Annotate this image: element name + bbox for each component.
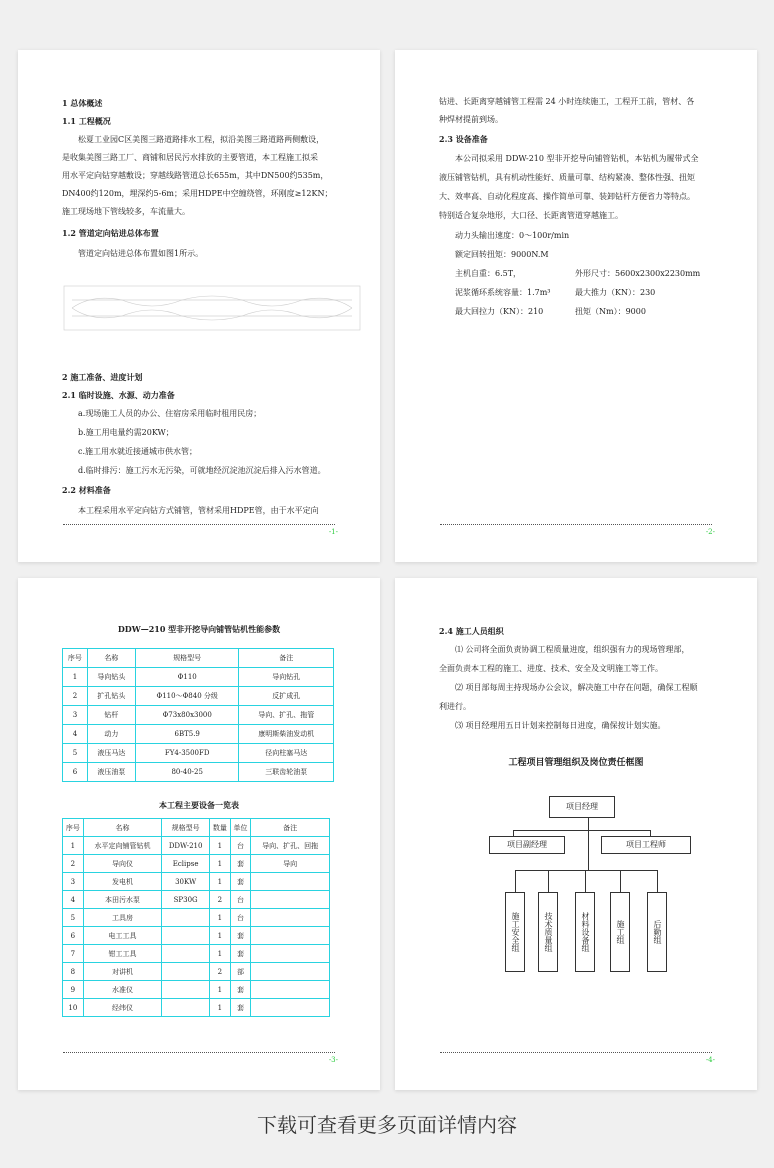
- table-cell: 1: [210, 981, 231, 999]
- section-heading: 1 总体概述: [62, 98, 103, 108]
- subsection-heading: 1.2 管道定向钻进总体布置: [62, 228, 159, 238]
- paragraph-line: 液压铺管钻机，具有机动性能好、质量可靠、结构紧凑、整体性强、扭矩: [439, 173, 695, 182]
- table-cell: 1: [210, 927, 231, 945]
- table-cell: [162, 963, 210, 981]
- table-cell: 台: [230, 909, 251, 927]
- table-cell: 径向柱塞马达: [239, 744, 334, 763]
- table-cell: [251, 963, 330, 981]
- org-node-manager: 项目经理: [549, 796, 615, 818]
- table-cell: 对讲机: [83, 963, 162, 981]
- table-row: [63, 837, 330, 855]
- table-header-cell: 名称: [83, 819, 162, 837]
- table-cell: 2: [210, 963, 231, 981]
- spec-line: 动力头输出速度：0～100r/min: [455, 231, 570, 240]
- table-cell: 导向: [251, 855, 330, 873]
- table-cell: 水准仪: [83, 981, 162, 999]
- table-header-cell: 备注: [239, 649, 334, 668]
- table-cell: [251, 945, 330, 963]
- org-leaf: 技术质量组: [538, 892, 558, 972]
- footer-rule: [440, 524, 712, 525]
- spec-line: 额定回转扭矩：9000N.M: [455, 250, 549, 259]
- table-cell: [162, 981, 210, 999]
- list-item: d.临时排污：施工污水无污染，可就地经沉淀池沉淀后排入污水管道。: [78, 466, 326, 475]
- page-number: -4-: [705, 1056, 715, 1064]
- table-cell: 30KW: [162, 873, 210, 891]
- table-header-cell: 序号: [63, 649, 88, 668]
- table-row: [63, 725, 334, 744]
- paragraph-line: 特别适合复杂地形，大口径、长距离管道穿越施工。: [439, 211, 623, 220]
- table-cell: 9: [63, 981, 84, 999]
- page-number: -2-: [705, 528, 715, 536]
- table-cell: 2: [63, 687, 88, 706]
- table-cell: 6: [63, 927, 84, 945]
- table-row: [63, 706, 334, 725]
- table-cell: 套: [230, 945, 251, 963]
- page-number: -3-: [328, 1056, 338, 1064]
- table-cell: 导向仪: [83, 855, 162, 873]
- org-chart-title: 工程项目管理组织及岗位责任框图: [508, 758, 644, 768]
- table-cell: 液压油泵: [87, 763, 135, 782]
- org-leaf: 材料设备组: [575, 892, 595, 972]
- spec-line: 外形尺寸：5600x2300x2230mm: [575, 269, 701, 278]
- list-item: b.施工用电量约需20KW；: [78, 428, 174, 437]
- paragraph-line: ⑵ 项目部每周主持现场办公会议，解决施工中存在问题，确保工程顺: [455, 683, 698, 692]
- table-row: [63, 927, 330, 945]
- paragraph-line: 管道定向钻进总体布置如图1所示。: [78, 249, 204, 258]
- table-cell: [251, 909, 330, 927]
- table-cell: 台: [230, 891, 251, 909]
- table-cell: SP30G: [162, 891, 210, 909]
- table-cell: 康明斯柴油发动机: [239, 725, 334, 744]
- paragraph-line: 大、效率高、自动化程度高、操作简单可靠、装卸钻杆方便省力等特点。: [439, 192, 695, 201]
- list-item: c.施工用水就近接通城市供水管；: [78, 447, 198, 456]
- table-cell: 导向钻头: [87, 668, 135, 687]
- table-cell: [162, 999, 210, 1017]
- table-row: [63, 891, 330, 909]
- table-cell: 套: [230, 999, 251, 1017]
- table-cell: [162, 909, 210, 927]
- table-cell: 3: [63, 706, 88, 725]
- table-cell: 5: [63, 744, 88, 763]
- paragraph-line: 施工现场地下管线较多，车流量大。: [62, 207, 190, 216]
- table-cell: 钳工工具: [83, 945, 162, 963]
- table-title: DDW—210 型非开挖导向铺管钻机性能参数: [117, 624, 281, 634]
- paragraph-line: 松夏工业园C区美图三路道路排水工程，拟沿美图三路道路两侧敷设，: [78, 135, 325, 144]
- table-cell: 电工工具: [83, 927, 162, 945]
- table-cell: 发电机: [83, 873, 162, 891]
- table-cell: 1: [63, 668, 88, 687]
- page-number: -1-: [328, 528, 338, 536]
- spec-line: 最大推力（KN）：230: [575, 288, 656, 297]
- table-cell: 1: [210, 873, 231, 891]
- paragraph-line: 钻进、长距离穿越铺管工程需 24 小时连续施工，工程开工前，管材、各: [439, 97, 695, 106]
- paragraph-line: ⑴ 公司将全面负责协调工程质量进度，组织强有力的现场管理部，: [455, 645, 690, 654]
- table-cell: 1: [63, 837, 84, 855]
- table-cell: 80-40-25: [135, 763, 239, 782]
- table-cell: 8: [63, 963, 84, 981]
- table-cell: 台: [230, 837, 251, 855]
- table-cell: 套: [230, 855, 251, 873]
- table-cell: 2: [210, 891, 231, 909]
- table-cell: 5: [63, 909, 84, 927]
- table-header-cell: 备注: [251, 819, 330, 837]
- table-row: [63, 945, 330, 963]
- subsection-heading: 2.1 临时设施、水源、动力准备: [62, 390, 175, 400]
- table-cell: 1: [210, 999, 231, 1017]
- table-row: [63, 999, 330, 1017]
- table-cell: 导向钻孔: [239, 668, 334, 687]
- section-heading: 2 施工准备、进度计划: [62, 372, 143, 382]
- table-cell: 部: [230, 963, 251, 981]
- table-header-cell: 规格型号: [135, 649, 239, 668]
- org-leaf: 施工安全组: [505, 892, 525, 972]
- table-cell: DDW-210: [162, 837, 210, 855]
- table-row: [63, 909, 330, 927]
- table-cell: 动力: [87, 725, 135, 744]
- table-header-cell: 数量: [210, 819, 231, 837]
- table-cell: 1: [210, 855, 231, 873]
- paragraph-line: 本工程采用水平定向钻方式铺管，管材采用HDPE管，由于水平定向: [78, 506, 319, 515]
- table-cell: [251, 981, 330, 999]
- paragraph-line: ⑶ 项目经理用五日计划来控制每日进度，确保按计划实施。: [455, 721, 666, 730]
- spec-line: 最大回拉力（KN）：210: [455, 307, 544, 316]
- table-cell: 扩孔钻头: [87, 687, 135, 706]
- table-row: [63, 668, 334, 687]
- layout-drawing-figure: [62, 284, 362, 332]
- table-cell: Φ73x80x3000: [135, 706, 239, 725]
- table-cell: [162, 927, 210, 945]
- table-cell: [162, 945, 210, 963]
- table-cell: 套: [230, 981, 251, 999]
- org-leaf: 施工组: [610, 892, 630, 972]
- table-row: [63, 963, 330, 981]
- paragraph-line: 是收集美图三路工厂、商铺和居民污水排放的主要管道，本工程施工拟采: [62, 153, 318, 162]
- table-cell: 4: [63, 891, 84, 909]
- table-cell: 套: [230, 927, 251, 945]
- footer-rule: [440, 1052, 712, 1053]
- document-page-3: [18, 578, 380, 1090]
- table-cell: 3: [63, 873, 84, 891]
- table-cell: 10: [63, 999, 84, 1017]
- spec-line: 主机自重：6.5T，: [455, 269, 522, 278]
- subsection-heading: 2.3 设备准备: [439, 134, 488, 144]
- table-cell: [251, 873, 330, 891]
- footer-rule: [63, 1052, 335, 1053]
- table-cell: 1: [210, 945, 231, 963]
- table-row: [63, 744, 334, 763]
- table-cell: 1: [210, 909, 231, 927]
- table-cell: 1: [210, 837, 231, 855]
- subsection-heading: 2.4 施工人员组织: [439, 626, 504, 636]
- table-cell: [251, 891, 330, 909]
- table-cell: 2: [63, 855, 84, 873]
- table-header-cell: 单位: [230, 819, 251, 837]
- table-cell: 钻杆: [87, 706, 135, 725]
- performance-table: [62, 648, 334, 782]
- table-row: [63, 763, 334, 782]
- document-page-4: [395, 578, 757, 1090]
- org-leaf: 后勤组: [647, 892, 667, 972]
- document-page-2: [395, 50, 757, 562]
- paragraph-line: 种焊材提前到场。: [439, 115, 503, 124]
- table-cell: 本田污水泵: [83, 891, 162, 909]
- paragraph-line: 全面负责本工程的施工、进度、技术、安全及文明施工等工作。: [439, 664, 663, 673]
- table-cell: 液压马达: [87, 744, 135, 763]
- table-cell: Φ110: [135, 668, 239, 687]
- paragraph-line: 利进行。: [439, 702, 471, 711]
- table-cell: 三联齿轮油泵: [239, 763, 334, 782]
- table-header-cell: 规格型号: [162, 819, 210, 837]
- table-cell: 4: [63, 725, 88, 744]
- spec-line: 泥浆循环系统容量：1.7m³: [455, 288, 551, 297]
- table-row: [63, 855, 330, 873]
- paragraph-line: DN400约120m，埋深约5-6m；采用HDPE中空缠绕管，环刚度≥12KN；: [62, 189, 333, 198]
- table-cell: 套: [230, 873, 251, 891]
- table-row: [63, 981, 330, 999]
- org-node-engineer: 项目工程师: [601, 836, 691, 854]
- table-header-cell: 序号: [63, 819, 84, 837]
- table-row: [63, 873, 330, 891]
- table-cell: 导向、扩孔、拖管: [239, 706, 334, 725]
- paragraph-line: 本公司拟采用 DDW-210 型非开挖导向铺管钻机，本钻机为履带式全: [455, 154, 699, 163]
- table-cell: 反扩成孔: [239, 687, 334, 706]
- table-cell: 导向、扩孔、回拖: [251, 837, 330, 855]
- equipment-table: [62, 818, 330, 1017]
- table-cell: 6: [63, 763, 88, 782]
- table-cell: Eclipse: [162, 855, 210, 873]
- footer-rule: [63, 524, 335, 525]
- table-row: [63, 687, 334, 706]
- document-page-1: [18, 50, 380, 562]
- table-cell: [251, 927, 330, 945]
- table-cell: Φ110～Φ840 分级: [135, 687, 239, 706]
- table-header-cell: 名称: [87, 649, 135, 668]
- table-cell: 6BT5.9: [135, 725, 239, 744]
- table-title: 本工程主要设备一览表: [159, 800, 239, 810]
- download-caption[interactable]: 下载可查看更多页面详情内容: [257, 1113, 517, 1137]
- list-item: a.现场施工人员的办公、住宿房采用临时租用民房；: [78, 409, 262, 418]
- spec-line: 扭矩（Nm）：9000: [575, 307, 646, 316]
- table-cell: [251, 999, 330, 1017]
- table-cell: 经纬仪: [83, 999, 162, 1017]
- subsection-heading: 1.1 工程概况: [62, 116, 111, 126]
- paragraph-line: 用水平定向钻穿越敷设；穿越线路管道总长655m，其中DN500约535m，: [62, 171, 329, 180]
- table-cell: 水平定向铺管钻机: [83, 837, 162, 855]
- subsection-heading: 2.2 材料准备: [62, 485, 111, 495]
- table-cell: 工具房: [83, 909, 162, 927]
- table-cell: 7: [63, 945, 84, 963]
- table-cell: FY4-3500FD: [135, 744, 239, 763]
- org-node-deputy: 项目副经理: [489, 836, 565, 854]
